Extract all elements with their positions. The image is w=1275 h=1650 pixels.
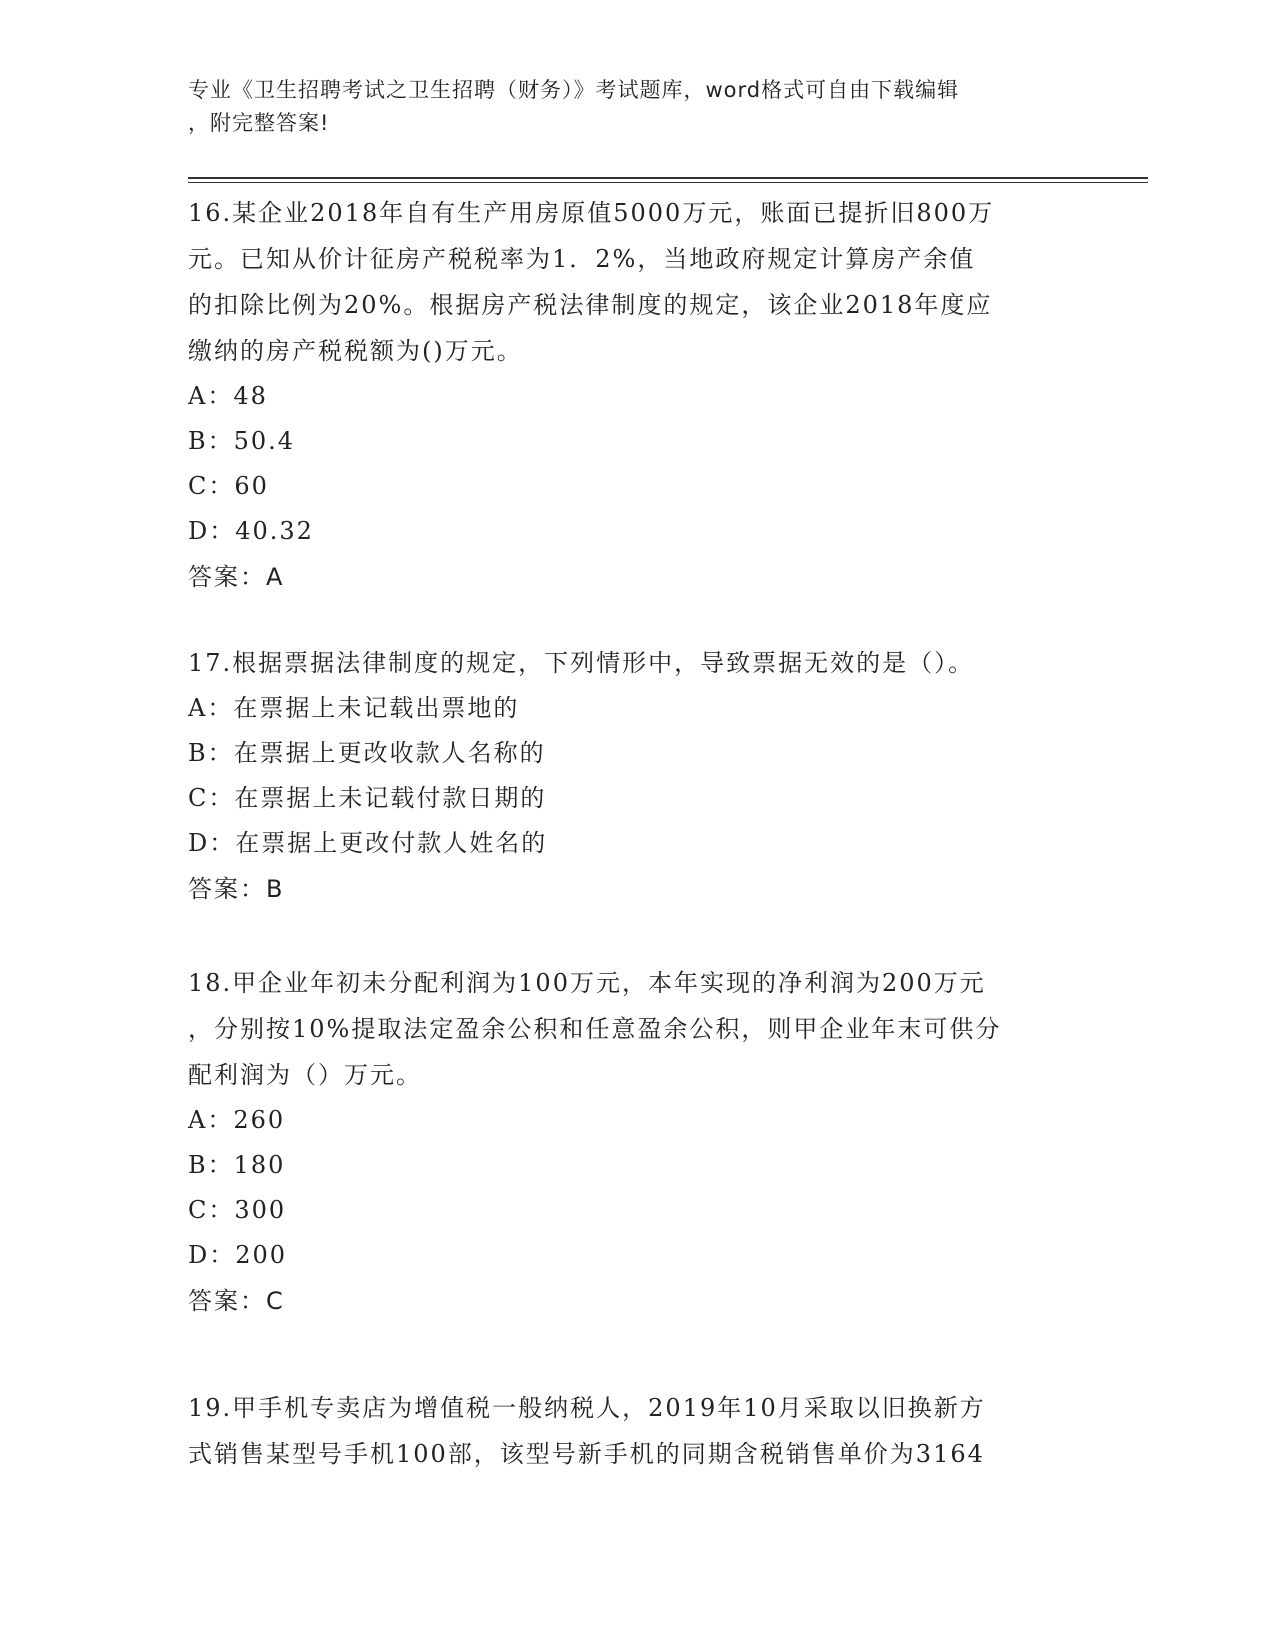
answer-line: 答案：C [188,1287,285,1315]
option-a: A：在票据上未记载出票地的 [188,694,520,722]
option-d: D：200 [188,1241,288,1269]
header-line-1: 专业《卫生招聘考试之卫生招聘（财务）》考试题库，word格式可自由下载编辑 [188,78,960,102]
option-b: B：50.4 [188,427,296,455]
header-divider-thick [188,177,1148,179]
question-stem-line: 17.根据票据法律制度的规定，下列情形中，导致票据无效的是（）。 [188,649,975,677]
header-divider-thin [188,182,1148,183]
question-stem-line: 16.某企业2018年自有生产用房原值5000万元，账面已提折旧800万 [188,199,995,227]
question-stem-line: 18.甲企业年初未分配利润为100万元，本年实现的净利润为200万元 [188,969,986,997]
question-stem-line: 配利润为（）万元。 [188,1061,422,1089]
option-c: C：60 [188,472,269,500]
question-stem-line: 缴纳的房产税税额为()万元。 [188,337,523,365]
option-a: A：260 [188,1106,286,1134]
question-17 [188,640,1088,912]
document-header [188,74,1068,140]
option-b: B：在票据上更改收款人名称的 [188,739,546,767]
question-stem-line: 19.甲手机专卖店为增值税一般纳税人，2019年10月采取以旧换新方 [188,1394,986,1422]
header-line-2: ，附完整答案! [188,111,330,135]
option-c: C：在票据上未记载付款日期的 [188,784,547,812]
question-stem-line: 的扣除比例为20%。根据房产税法律制度的规定，该企业2018年度应 [188,291,993,319]
question-stem-line: 元。已知从价计征房产税税率为1．2%，当地政府规定计算房产余值 [188,245,976,273]
question-stem-line: ，分别按10%提取法定盈余公积和任意盈余公积，则甲企业年末可供分 [188,1015,1002,1043]
option-d: D：40.32 [188,517,314,545]
option-b: B：180 [188,1151,286,1179]
question-19 [188,1385,1088,1477]
answer-line: 答案：B [188,875,285,903]
answer-line: 答案：A [188,563,285,591]
question-stem-line: 式销售某型号手机100部，该型号新手机的同期含税销售单价为3164 [188,1440,985,1468]
option-a: A：48 [188,382,268,410]
option-c: C：300 [188,1196,287,1224]
question-16 [188,190,1088,600]
option-d: D：在票据上更改付款人姓名的 [188,829,548,857]
question-18 [188,960,1088,1324]
